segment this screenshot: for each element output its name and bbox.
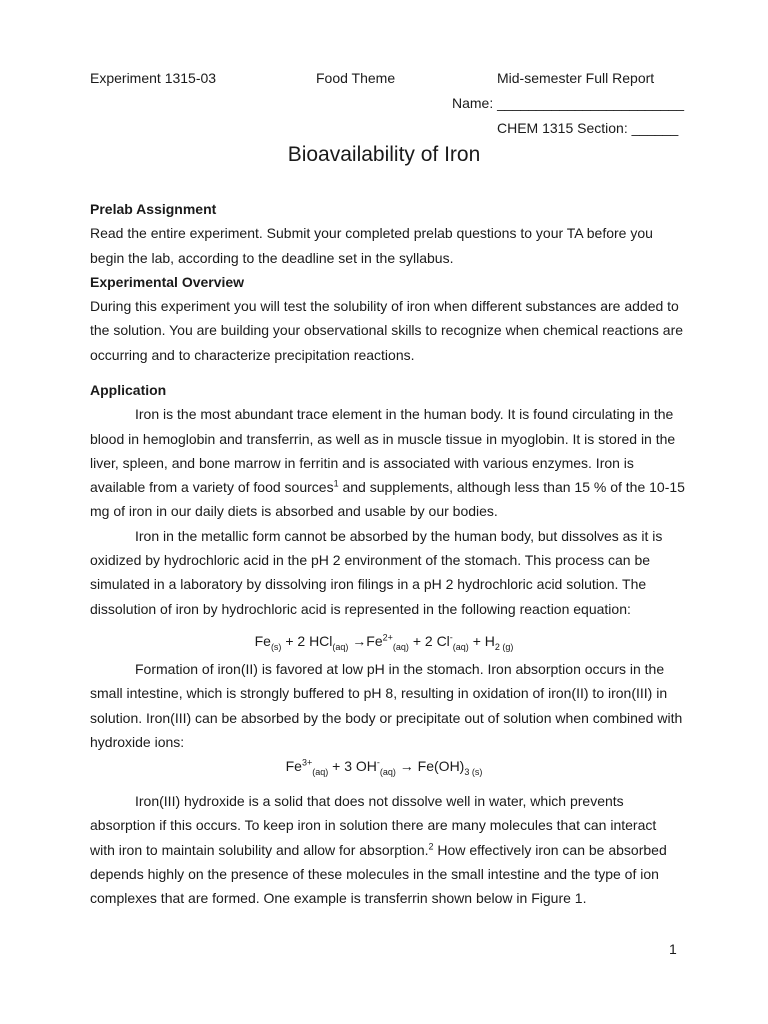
eq-sup: - (376, 757, 380, 768)
paragraph-line (90, 838, 682, 862)
page-number: 1 (669, 941, 677, 957)
name-field: Name: ________________________ (452, 95, 684, 111)
paragraph-text: available from a variety of food sources (90, 479, 334, 496)
eq-sub: (aq) (392, 641, 409, 652)
eq-term: + H (468, 633, 495, 649)
eq-sub: (aq) (452, 641, 469, 652)
eq-term: + 2 HCl (281, 633, 333, 649)
eq-term: Fe (254, 633, 271, 649)
paragraph-line: depends highly on the presence of these molecules in the small intestine and the type of ion (90, 865, 659, 882)
eq-term: → Fe(OH) (395, 758, 465, 774)
reaction-equation-2 (0, 757, 768, 777)
prelab-overview-block (90, 197, 682, 367)
paragraph-block-3 (90, 657, 682, 754)
section-field: CHEM 1315 Section: ______ (497, 120, 679, 136)
overview-line: During this experiment you will test the solubility of iron when different substances are added to (90, 298, 679, 315)
prelab-line: begin the lab, according to the deadline set in the syllabus. (90, 249, 454, 266)
footnote-ref: 1 (333, 478, 339, 489)
application-block (90, 378, 685, 621)
prelab-line: Read the entire experiment. Submit your completed prelab questions to your TA before you (90, 225, 653, 242)
eq-term: Fe (285, 758, 302, 774)
eq-sup: 3+ (301, 757, 313, 768)
experiment-number: Experiment 1315-03 (90, 70, 217, 86)
paragraph-line: oxidized by hydrochloric acid in the pH 2 environment of the stomach. This process can be (90, 552, 651, 569)
footnote-ref: 2 (428, 840, 434, 851)
eq-sup: 2+ (382, 632, 393, 643)
eq-term: →Fe (348, 633, 383, 649)
eq-sub: (aq) (379, 766, 396, 777)
paragraph-line: absorption if this occurs. To keep iron in solution there are many molecules that can interact (90, 817, 657, 834)
paragraph-line: Iron(III) hydroxide is a solid that does not dissolve well in water, which prevents (135, 793, 624, 809)
report-type: Mid-semester Full Report (497, 70, 655, 86)
paragraph-block-4 (90, 789, 682, 910)
eq-sub: 2 (g) (494, 641, 514, 652)
eq-sub: 3 (s) (464, 766, 483, 777)
paragraph-line: solution. Iron(III) can be absorbed by the body or precipitate out of solution when combined with (90, 709, 683, 726)
paragraph-text: with iron to maintain solubility and allow for absorption. (90, 841, 429, 858)
overview-line: the solution. You are building your observational skills to recognize when chemical reactions are (90, 322, 684, 339)
eq-sub: (aq) (312, 766, 329, 777)
overview-heading: Experimental Overview (90, 273, 245, 290)
paragraph-line: blood in hemoglobin and transferrin, as well as in muscle tissue in myoglobin. It is stored in the (90, 430, 676, 447)
eq-sub: (aq) (332, 641, 349, 652)
paragraph-line: mg of iron in our daily diets is absorbed and usable by our bodies. (90, 503, 498, 520)
eq-term: + 3 OH (328, 758, 377, 774)
paragraph-text: How effectively iron can be absorbed (433, 841, 667, 858)
eq-sup: - (449, 632, 453, 643)
eq-sub: (s) (270, 641, 282, 652)
paragraph-line: hydroxide ions: (90, 733, 185, 750)
document-title: Bioavailability of Iron (287, 143, 481, 166)
overview-line: occurring and to characterize precipitation reactions. (90, 346, 415, 363)
paragraph-line: dissolution of iron by hydrochloric acid is represented in the following reaction equation: (90, 600, 631, 617)
paragraph-line: complexes that are formed. One example is transferrin shown below in Figure 1. (90, 890, 587, 907)
paragraph-line: simulated in a laboratory by dissolving iron filings in a pH 2 hydrochloric acid solution. The (90, 576, 647, 593)
eq-term: + 2 Cl (408, 633, 450, 649)
paragraph-line (90, 475, 685, 499)
paragraph-line: liver, spleen, and bone marrow in ferritin and is associated with various enzymes. Iron is (90, 454, 634, 471)
theme-label: Food Theme (316, 70, 396, 86)
application-heading: Application (90, 382, 167, 398)
paragraph-line: Iron is the most abundant trace element in the human body. It is found circulating in the (135, 406, 674, 423)
prelab-heading: Prelab Assignment (90, 201, 217, 217)
paragraph-line: small intestine, which is strongly buffered to pH 8, resulting in oxidation of iron(II) to iron(III) in (90, 685, 668, 702)
paragraph-line: Iron in the metallic form cannot be absorbed by the human body, but dissolves as it is (135, 527, 663, 544)
paragraph-line: Formation of iron(II) is favored at low pH in the stomach. Iron absorption occurs in the (135, 661, 665, 677)
reaction-equation-1 (0, 632, 768, 652)
paragraph-text: and supplements, although less than 15 % of the 10-15 (338, 479, 685, 496)
